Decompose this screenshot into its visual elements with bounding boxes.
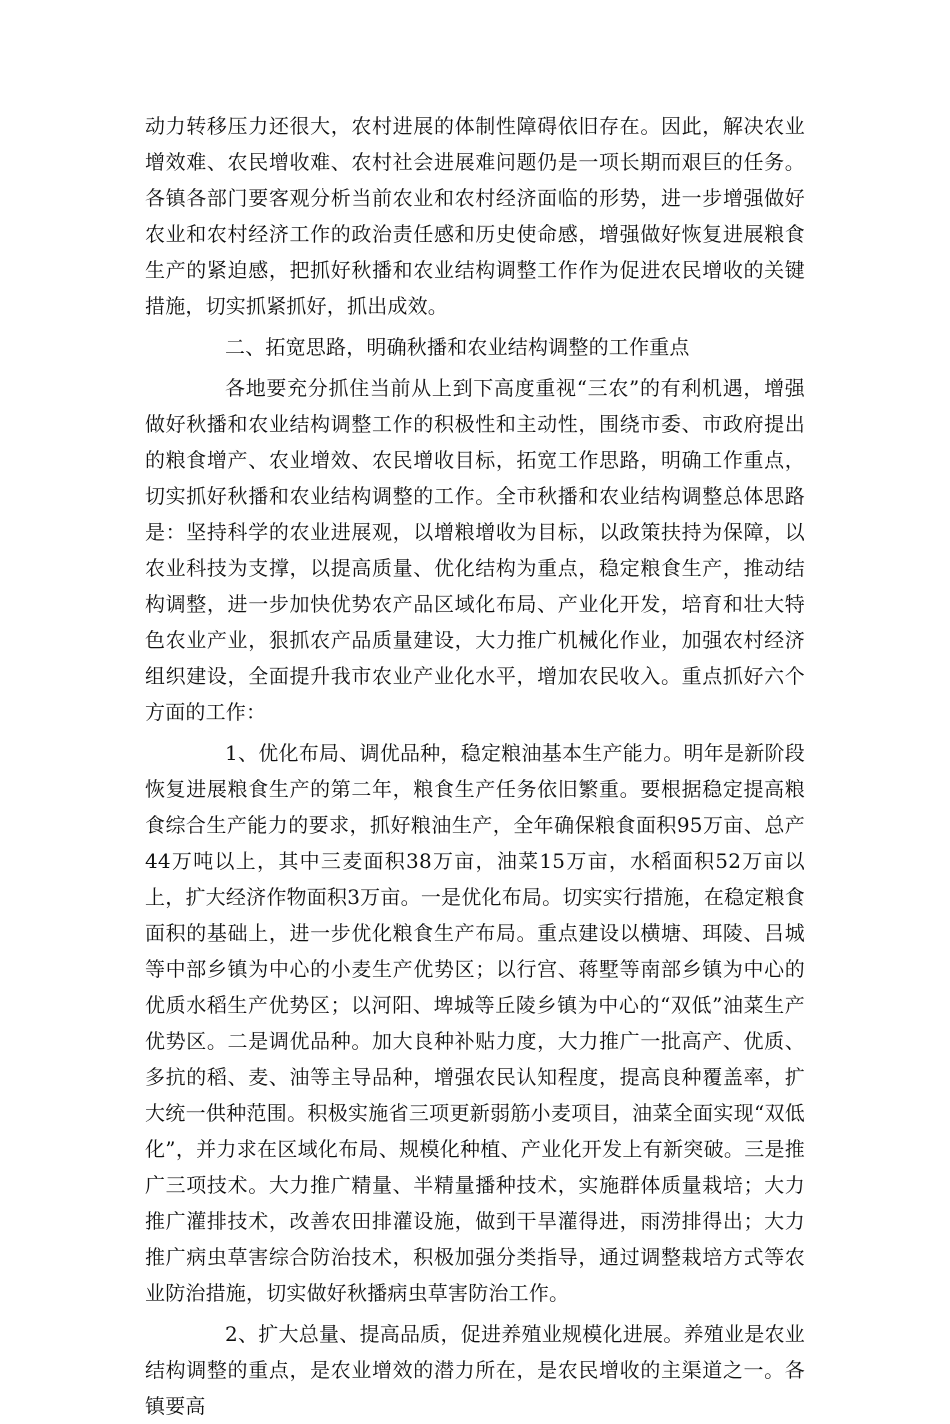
- paragraph-continuation: 动力转移压力还很大，农村进展的体制性障碍依旧存在。因此，解决农业增效难、农民增收难、农村社会进展难问题仍是一项长期而艰巨的任务。各镇各部门要客观分析当前农业和农村经济面临的形势，进一步增强做好农业和农村经济工作的政治责任感和历史使命感，增强做好恢复进展粮食生产的紧迫感，把抓好秋播和农业结构调整工作作为促进农民增收的关键措施，切实抓紧抓好，抓出成效。: [145, 114, 805, 318]
- paragraph-overview: 各地要充分抓住当前从上到下高度重视“三农”的有利机遇，增强做好秋播和农业结构调整工作的积极性和主动性，围绕市委、市政府提出的粮食增产、农业增效、农民增收目标，拓宽工作思路，明确工作重点，切实抓好秋播和农业结构调整的工作。全市秋播和农业结构调整总体思路是：坚持科学的农业进展观，以增粮增收为目标，以政策扶持为保障，以农业科技为支撑，以提高质量、优化结构为重点，稳定粮食生产，推动结构调整，进一步加快优势农产品区域化布局、产业化开发，培育和壮大特色农业产业，狠抓农产品质量建设，大力推广机械化作业，加强农村经济组织建设，全面提升我市农业产业化水平，增加农民收入。重点抓好六个方面的工作：: [145, 376, 805, 724]
- paragraph-item-1: 1、优化布局、调优品种，稳定粮油基本生产能力。明年是新阶段恢复进展粮食生产的第二年，粮食生产任务依旧繁重。要根据稳定提高粮食综合生产能力的要求，抓好粮油生产，全年确保粮食面积95万亩、总产44万吨以上，其中三麦面积38万亩，油菜15万亩，水稻面积52万亩以上，扩大经济作物面积3万亩。一是优化布局。切实实行措施，在稳定粮食面积的基础上，进一步优化粮食生产布局。重点建设以横塘、珥陵、吕城等中部乡镇为中心的小麦生产优势区；以行宫、蒋墅等南部乡镇为中心的优质水稻生产优势区；以河阳、埤城等丘陵乡镇为中心的“双低”油菜生产优势区。二是调优品种。加大良种补贴力度，大力推广一批高产、优质、多抗的稻、麦、油等主导品种，增强农民认知程度，提高良种覆盖率，扩大统一供种范围。积极实施省三项更新弱筋小麦项目，油菜全面实现“双低化”，并力求在区域化布局、规模化种植、产业化开发上有新突破。三是推广三项技术。大力推广精量、半精量播种技术，实施群体质量栽培；大力推广灌排技术，改善农田排灌设施，做到干旱灌得进，雨涝排得出；大力推广病虫草害综合防治技术，积极加强分类指导，通过调整栽培方式等农业防治措施，切实做好秋播病虫草害防治工作。: [145, 741, 805, 1305]
- document-body: [145, 108, 805, 1424]
- paragraph-item-2: 2、扩大总量、提高品质，促进养殖业规模化进展。养殖业是农业结构调整的重点，是农业增效的潜力所在，是农民增收的主渠道之一。各镇要高: [145, 1322, 805, 1418]
- section-heading: 二、拓宽思路，明确秋播和农业结构调整的工作重点: [225, 335, 690, 359]
